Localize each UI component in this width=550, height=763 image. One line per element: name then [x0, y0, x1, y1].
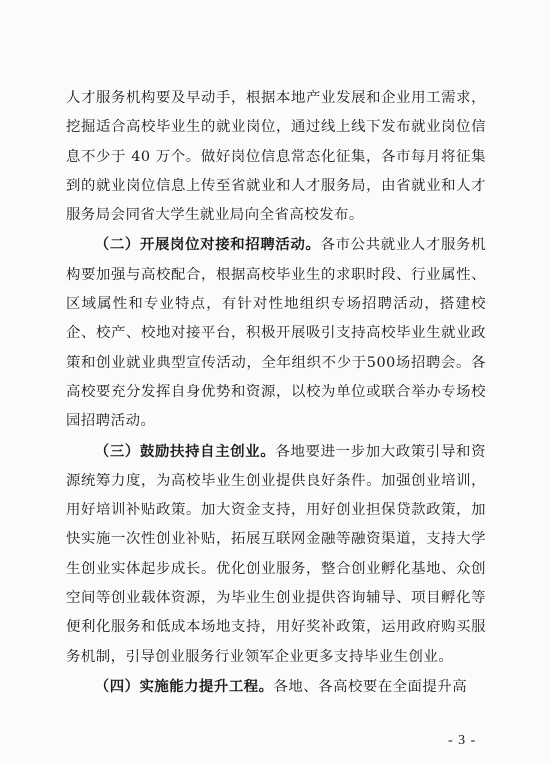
paragraph-section-2 — [66, 230, 486, 436]
document-body — [66, 84, 486, 702]
paragraph-text: 各地要进一步加大政策引导和资源统筹力度，为高校毕业生创业提供良好条件。加强创业培训，用好培训补贴政策。加大资金支持，用好创业担保贷款政策，加快实施一次性创业补贴，拓展互联网金融等融资渠道，支持大学生创业实体起步成长。优化创业服务，整合创业孵化基地、众创空间等创业载体资源，为毕业生创业提供咨询辅导、项目孵化等便利化服务和低成本场地支持，用好奖补政策，运用政府购买服务机制，引导创业服务行业领军企业更多支持毕业生创业。 — [66, 443, 486, 665]
paragraph-text: 人才服务机构要及早动手，根据本地产业发展和企业用工需求，挖掘适合高校毕业生的就业岗位，通过线上线下发布就业岗位信息不少于 40 万个。做好岗位信息常态化征集，各市每月将征集到的就业岗位信息上传至省就业和人才服务局，由省就业和人才服务局会同省大学生就业局向全省高校发布。 — [66, 90, 486, 224]
section-heading: （四）实施能力提升工程。 — [94, 677, 274, 695]
paragraph-text: 各市公共就业人才服务机构要加强与高校配合，根据高校毕业生的求职时段、行业属性、区域属性和专业特点，有针对性地组织专场招聘活动，搭建校企、校产、校地对接平台，积极开展吸引支持高校毕业生就业政策和创业就业典型宣传活动，全年组织不少于500场招聘会。各高校要充分发挥自身优势和资源，以校为单位或联合举办专场校园招聘活动。 — [66, 237, 486, 430]
paragraph-section-3 — [66, 437, 486, 672]
paragraph-section-4 — [66, 672, 486, 702]
paragraph-text: 各地、各高校要在全面提升高 — [273, 678, 468, 695]
page-number: - 3 - — [448, 733, 477, 748]
section-heading: （二）开展岗位对接和招聘活动。 — [94, 236, 321, 254]
section-heading: （三）鼓励扶持自主创业。 — [94, 442, 276, 460]
paragraph-continued — [66, 84, 486, 230]
